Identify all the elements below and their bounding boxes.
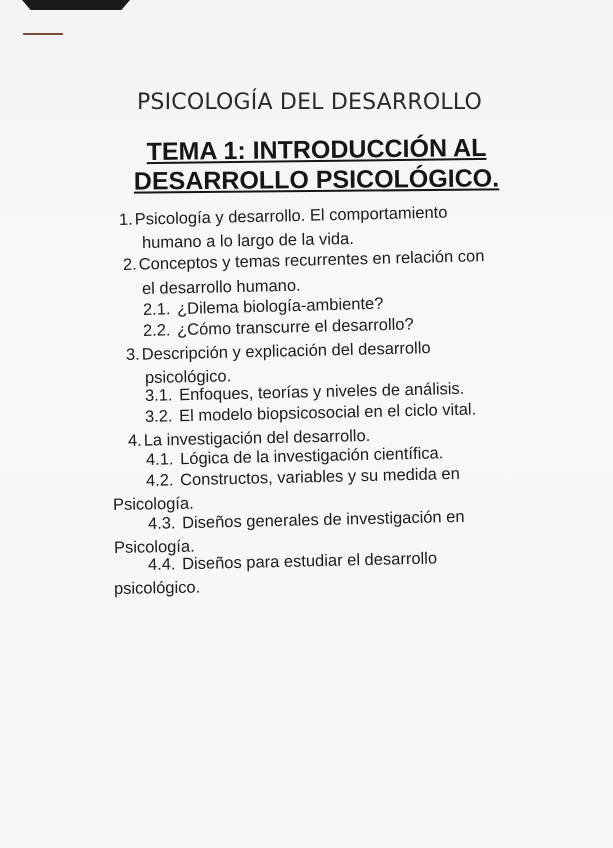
toc-number: 4.1. xyxy=(145,450,174,469)
toc-item-4-2-cont xyxy=(113,495,194,515)
toc-text: El modelo biopsicosocial en el ciclo vital. xyxy=(178,400,477,426)
toc-text: La investigación del desarrollo. xyxy=(143,426,371,450)
toc-number: 3.1. xyxy=(144,386,173,405)
toc-number: 4.3. xyxy=(147,514,176,533)
toc-number: 4.4. xyxy=(147,555,176,574)
toc-text: Conceptos y temas recurrentes en relación con xyxy=(138,247,485,274)
toc-text: Descripción y explicación del desarrollo xyxy=(141,339,431,364)
toc-text: Enfoques, teorías y niveles de análisis. xyxy=(178,379,465,405)
toc-text: Psicología. xyxy=(113,537,195,557)
toc-item-2-cont xyxy=(142,277,301,299)
toc-text: Lógica de la investigación científica. xyxy=(179,444,444,469)
toc-text: Psicología. xyxy=(112,494,194,514)
toc-item-4-3 xyxy=(148,508,465,534)
toc-number: 1. xyxy=(118,210,133,229)
toc-text: ¿Cómo transcurre el desarrollo? xyxy=(176,315,414,340)
toc-text: Diseños para estudiar el desarrollo xyxy=(181,549,438,574)
toc-text: psicológico. xyxy=(113,578,201,598)
toc-number: 2.2. xyxy=(142,321,171,340)
toc-text: Diseños generales de investigación en xyxy=(181,507,465,533)
toc-text: el desarrollo humano. xyxy=(141,276,301,298)
toc-text: humano a lo largo de la vida. xyxy=(141,229,355,252)
toc-number: 4.2. xyxy=(145,471,174,490)
toc-item-4-4-cont xyxy=(114,578,201,599)
toc-number: 4. xyxy=(127,431,142,450)
toc-number: 3. xyxy=(125,345,140,364)
toc-item-1 xyxy=(119,204,448,230)
toc-item-1-cont xyxy=(142,230,354,253)
toc-text: Constructos, variables y su medida en xyxy=(179,464,460,490)
toc-number: 2. xyxy=(122,255,137,274)
subject-heading: PSICOLOGÍA DEL DESARROLLO xyxy=(136,90,483,115)
toc-item-2-2 xyxy=(143,315,414,341)
topic-title-line-2: DESARROLLO PSICOLÓGICO. xyxy=(133,164,500,196)
toc-text: ¿Dilema biología-ambiente? xyxy=(176,294,384,319)
toc-number: 3.2. xyxy=(144,407,173,426)
toc-number: 2.1. xyxy=(142,300,171,319)
toc-item-3 xyxy=(126,339,431,365)
topic-title-line-1: TEMA 1: INTRODUCCIÓN AL xyxy=(146,133,487,167)
toc-text: psicológico. xyxy=(144,367,232,387)
toc-text: Psicología y desarrollo. El comportamiento xyxy=(134,203,448,229)
